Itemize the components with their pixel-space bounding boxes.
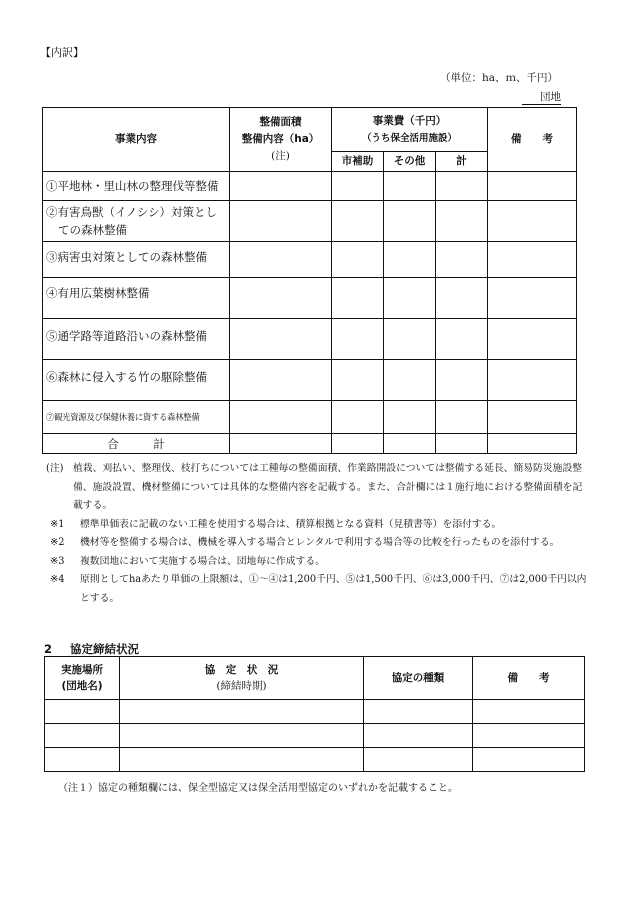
note-text: 原則としてhaあたり単価の上限額は、①～④は1,200千円、⑤は1,500千円、⑥は3,000千円、⑦は2,000千円以内とする。 xyxy=(80,574,587,604)
cell-area[interactable] xyxy=(230,242,332,278)
breakdown-table xyxy=(42,107,577,454)
cell-status[interactable] xyxy=(120,724,364,748)
cell-subsidy[interactable] xyxy=(332,319,384,360)
breakdown-heading: 【内訳】 xyxy=(40,46,84,59)
row-label: ④有用広葉樹林整備 xyxy=(43,278,230,319)
cell-total[interactable] xyxy=(436,278,488,319)
note-text: 標準単価表に記載のない工種を使用する場合は、積算根拠となる資料（見積書等）を添付する。 xyxy=(80,518,502,530)
note-mark: ※2 xyxy=(50,537,65,548)
note-item xyxy=(46,460,592,516)
note-item xyxy=(46,534,592,553)
total-row xyxy=(43,434,577,454)
cell-remarks[interactable] xyxy=(488,172,577,201)
agreement-note: （注１）協定の種類欄には、保全型協定又は保全活用型協定のいずれかを記載すること。 xyxy=(58,783,458,794)
table-row xyxy=(43,401,577,434)
header-remarks: 備 考 xyxy=(488,108,577,172)
cell-total[interactable] xyxy=(436,172,488,201)
row-label: ⑤通学路等道路沿いの森林整備 xyxy=(43,319,230,360)
row-label: ⑥森林に侵入する竹の駆除整備 xyxy=(43,360,230,401)
header-remarks: 備 考 xyxy=(473,657,585,700)
cell-total[interactable] xyxy=(436,242,488,278)
cell-other[interactable] xyxy=(384,401,436,434)
cell-status[interactable] xyxy=(120,700,364,724)
cell-area[interactable] xyxy=(230,401,332,434)
cell-other[interactable] xyxy=(384,319,436,360)
header-content: 事業内容 xyxy=(43,108,230,172)
cell-total[interactable] xyxy=(436,201,488,242)
header-total: 計 xyxy=(436,152,488,172)
cell-other[interactable] xyxy=(384,201,436,242)
cell-total[interactable] xyxy=(436,319,488,360)
cell-subsidy[interactable] xyxy=(332,172,384,201)
cell-area[interactable] xyxy=(230,360,332,401)
cell-area[interactable] xyxy=(230,172,332,201)
cell-subsidy[interactable] xyxy=(332,278,384,319)
section-number: 2 xyxy=(44,642,53,656)
cell-remarks[interactable] xyxy=(488,242,577,278)
agreement-table xyxy=(44,656,585,772)
table-row xyxy=(45,724,585,748)
row-label: ③病害虫対策としての森林整備 xyxy=(43,242,230,278)
unit-note: （単位：ha、ｍ、千円） xyxy=(440,72,559,84)
cell-subsidy[interactable] xyxy=(332,360,384,401)
cell-remarks[interactable] xyxy=(488,319,577,360)
cell-other[interactable] xyxy=(384,360,436,401)
cell-area[interactable] xyxy=(230,434,332,454)
total-label: 合 計 xyxy=(43,434,230,454)
cell-other[interactable] xyxy=(384,434,436,454)
cell-other[interactable] xyxy=(384,172,436,201)
row-label: ②有害鳥獣（イノシシ）対策とし ての森林整備 xyxy=(43,201,230,242)
table-row xyxy=(45,748,585,772)
cell-subsidy[interactable] xyxy=(332,242,384,278)
table-row xyxy=(43,319,577,360)
cell-other[interactable] xyxy=(384,278,436,319)
cell-area[interactable] xyxy=(230,201,332,242)
note-mark: (注) xyxy=(46,463,64,474)
cell-other[interactable] xyxy=(384,242,436,278)
cell-remarks[interactable] xyxy=(473,748,585,772)
header-status: 協 定 状 況 (締結時期) xyxy=(120,657,364,700)
table-row xyxy=(43,242,577,278)
header-place: 実施場所 (団地名) xyxy=(45,657,120,700)
table-row xyxy=(43,360,577,401)
section-title xyxy=(44,641,139,657)
note-mark: ※1 xyxy=(50,518,65,530)
note-text: 機材等を整備する場合は、機械を導入する場合とレンタルで利用する場合等の比較を行ったものを添付する。 xyxy=(80,537,560,548)
header-municipal-subsidy: 市補助 xyxy=(332,152,384,172)
note-item xyxy=(46,516,592,535)
danchi-label: 団地 xyxy=(522,90,561,105)
cell-total[interactable] xyxy=(436,434,488,454)
cell-remarks[interactable] xyxy=(488,401,577,434)
header-area: 整備面積 整備内容（ha） (注) xyxy=(230,108,332,172)
cell-remarks[interactable] xyxy=(488,434,577,454)
cell-type[interactable] xyxy=(364,748,473,772)
note-text: 複数団地において実施する場合は、団地毎に作成する。 xyxy=(80,555,325,567)
header-type: 協定の種類 xyxy=(364,657,473,700)
cell-place[interactable] xyxy=(45,748,120,772)
cell-subsidy[interactable] xyxy=(332,434,384,454)
row-label: ①平地林・里山林の整理伐等整備 xyxy=(43,172,230,201)
header-cost: 事業費（千円） （うち保全活用施設） xyxy=(332,108,488,152)
cell-area[interactable] xyxy=(230,319,332,360)
cell-place[interactable] xyxy=(45,700,120,724)
note-mark: ※4 xyxy=(50,574,65,585)
cell-remarks[interactable] xyxy=(488,360,577,401)
cell-total[interactable] xyxy=(436,360,488,401)
header-row xyxy=(43,108,577,152)
cell-subsidy[interactable] xyxy=(332,201,384,242)
note-text: 植栽、刈払い、整理伐、枝打ちについては工種毎の整備面積、作業路開設については整備する延長、簡易防災施設整備、施設設置、機材整備については具体的な整備内容を記載する。また、合計欄には１施行地における整備面積を記載する。 xyxy=(73,463,583,511)
cell-place[interactable] xyxy=(45,724,120,748)
note-item xyxy=(46,571,592,608)
cell-status[interactable] xyxy=(120,748,364,772)
table-row xyxy=(43,201,577,242)
section-title-text: 協定締結状況 xyxy=(70,642,139,656)
header-row xyxy=(45,657,585,700)
table-row xyxy=(43,172,577,201)
cell-subsidy[interactable] xyxy=(332,401,384,434)
cell-area[interactable] xyxy=(230,278,332,319)
cell-remarks[interactable] xyxy=(473,724,585,748)
cell-type[interactable] xyxy=(364,700,473,724)
cell-total[interactable] xyxy=(436,401,488,434)
note-item xyxy=(46,553,592,572)
notes xyxy=(46,460,592,608)
table-row xyxy=(45,700,585,724)
cell-remarks[interactable] xyxy=(473,700,585,724)
cell-type[interactable] xyxy=(364,724,473,748)
row-label: ⑦観光資源及び保健休養に資する森林整備 xyxy=(43,401,230,434)
cell-remarks[interactable] xyxy=(488,278,577,319)
note-mark: ※3 xyxy=(50,555,65,567)
table-row xyxy=(43,278,577,319)
cell-remarks[interactable] xyxy=(488,201,577,242)
header-other: その他 xyxy=(384,152,436,172)
